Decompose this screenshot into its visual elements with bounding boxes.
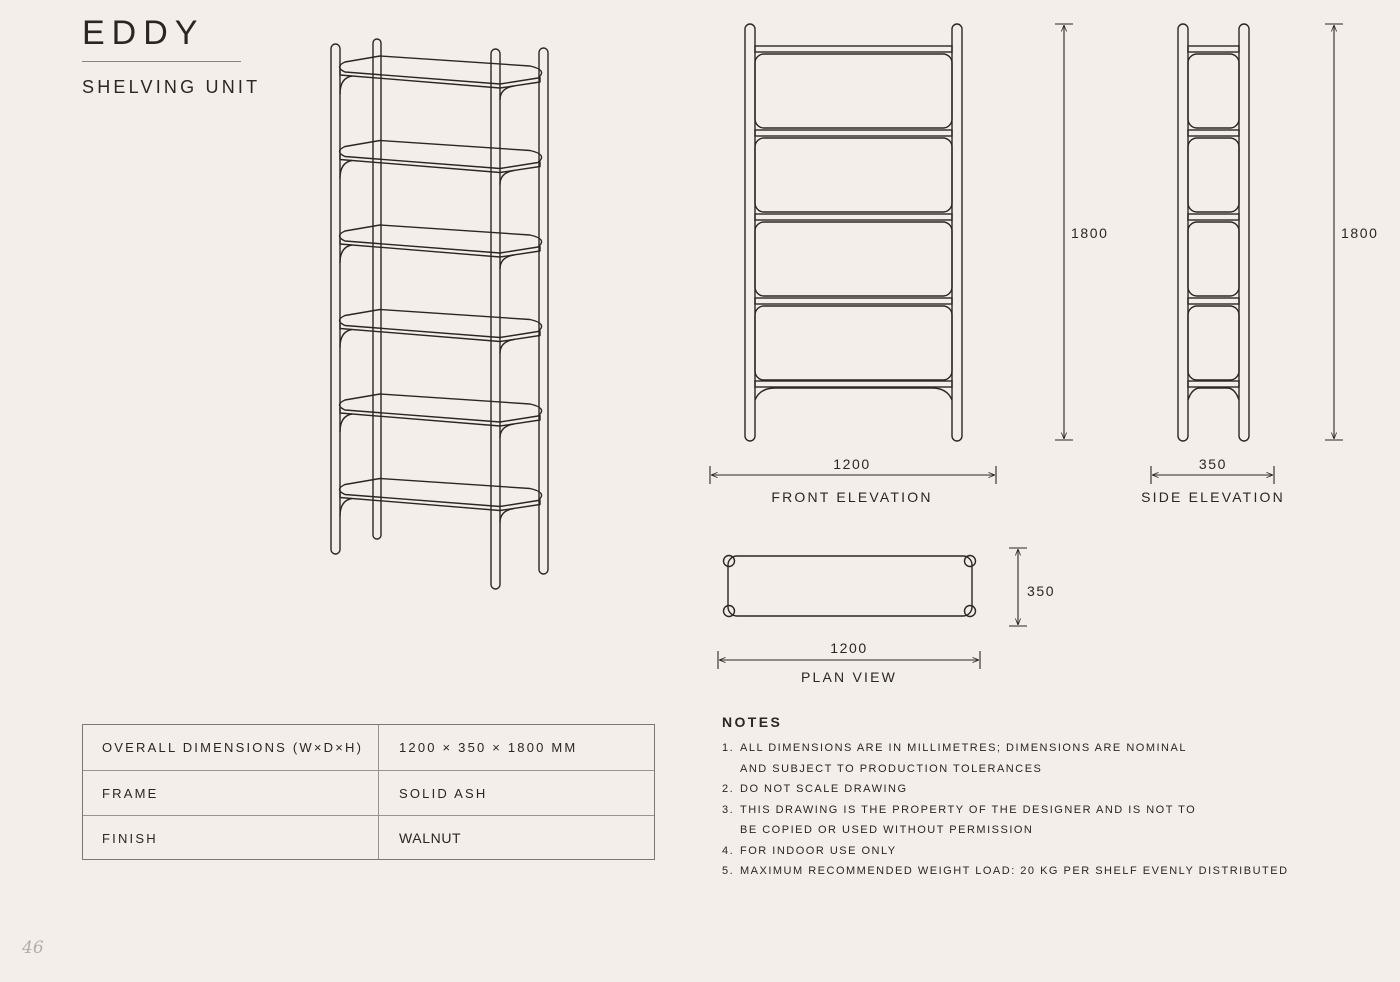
note-text: FOR INDOOR USE ONLY: [740, 844, 897, 857]
plan-post-tr: [965, 556, 976, 567]
spec-row-finish: [83, 815, 654, 860]
iso-shelf-top: [340, 225, 542, 253]
notes-list: [722, 738, 1322, 882]
spec-value: WALNUT: [399, 830, 462, 846]
iso-shelf-top: [340, 310, 542, 338]
page-number: 46: [22, 938, 44, 958]
note-number: 4.: [722, 844, 735, 857]
plan-depth-dimension: [1009, 548, 1027, 626]
note-text: MAXIMUM RECOMMENDED WEIGHT LOAD: 20 KG PER SHELF EVENLY DISTRIBUTED: [740, 865, 1289, 877]
side-shelf: [1188, 298, 1239, 304]
note-number: 2.: [722, 783, 735, 795]
side-shelf-panel: [1188, 222, 1239, 296]
iso-shelf: [340, 225, 542, 269]
plan-shelf-outline: [728, 556, 972, 616]
iso-shelf: [340, 141, 542, 185]
side-shelves: [1188, 46, 1239, 400]
iso-bracket: [340, 414, 352, 432]
spec-row-dimensions: [83, 725, 654, 770]
iso-post-back-right: [539, 48, 548, 574]
iso-shelf: [340, 394, 542, 438]
iso-shelf: [340, 479, 542, 523]
iso-shelf: [340, 56, 542, 100]
plan-view-label: PLAN VIEW: [800, 669, 898, 685]
note-item: [722, 861, 1322, 882]
iso-post-back-left: [373, 39, 381, 539]
front-bottom-bracket: [755, 388, 952, 400]
spec-table: [82, 724, 655, 860]
side-width-value: 350: [1198, 456, 1228, 472]
iso-shelf-top: [340, 479, 542, 507]
side-shelf: [1188, 130, 1239, 136]
iso-shelf-top: [340, 394, 542, 422]
note-item: [722, 738, 1322, 779]
front-shelf: [755, 46, 952, 52]
iso-bracket: [340, 161, 352, 179]
note-number: 5.: [722, 865, 735, 877]
front-height-value: 1800: [1071, 225, 1109, 241]
front-shelf: [755, 214, 952, 220]
side-shelf: [1188, 381, 1239, 387]
front-elevation-label: FRONT ELEVATION: [771, 489, 933, 505]
spec-key: OVERALL DIMENSIONS (W×D×H): [102, 740, 364, 755]
notes-heading: NOTES: [722, 714, 783, 730]
iso-bracket: [340, 330, 352, 348]
isometric-view: [331, 39, 548, 589]
iso-bracket: [340, 245, 352, 263]
side-post-right: [1239, 24, 1249, 441]
side-shelf-panel: [1188, 54, 1239, 128]
iso-bracket: [340, 76, 352, 94]
spec-value: SOLID ASH: [399, 786, 488, 801]
front-shelf: [755, 130, 952, 136]
spec-value: 1200 × 350 × 1800 MM: [399, 740, 578, 755]
note-item: [722, 841, 1322, 862]
note-text: THIS DRAWING IS THE PROPERTY OF THE DESIGNER AND IS NOT TO BE COPIED OR USED WITHOUT PERMISSION: [740, 803, 1197, 836]
iso-post-front-left: [331, 44, 340, 554]
side-post-left: [1178, 24, 1188, 441]
side-elevation-drawing: [1178, 24, 1249, 441]
front-shelf: [755, 381, 952, 387]
spec-key: FRAME: [102, 786, 159, 801]
page-subtitle: SHELVING UNIT: [82, 77, 261, 97]
plan-post-br: [965, 606, 976, 617]
note-item: [722, 800, 1322, 841]
iso-shelf-top: [340, 141, 542, 169]
plan-view-drawing: [724, 556, 976, 617]
iso-shelf-top: [340, 56, 542, 84]
front-shelf-panel: [755, 222, 952, 296]
front-shelf-panel: [755, 138, 952, 212]
side-shelf: [1188, 46, 1239, 52]
side-shelf: [1188, 214, 1239, 220]
front-shelf-panel: [755, 54, 952, 128]
note-item: [722, 779, 1322, 800]
side-shelf-panel: [1188, 138, 1239, 212]
front-shelf-panel: [755, 306, 952, 380]
plan-width-value: 1200: [830, 640, 868, 656]
note-number: 3.: [722, 803, 735, 816]
side-shelf-panel: [1188, 306, 1239, 380]
iso-post-front-right: [491, 49, 500, 589]
front-shelves: [755, 46, 952, 400]
iso-shelf: [340, 310, 542, 354]
side-height-value: 1800: [1341, 225, 1379, 241]
page-title: EDDY: [82, 14, 205, 52]
spec-row-frame: [83, 770, 654, 815]
front-post-left: [745, 24, 755, 441]
front-elevation-drawing: [745, 24, 962, 441]
note-text: DO NOT SCALE DRAWING: [740, 783, 908, 795]
iso-bracket: [340, 499, 352, 517]
side-elevation-label: SIDE ELEVATION: [1141, 489, 1285, 505]
plan-depth-value: 350: [1027, 583, 1056, 599]
front-width-value: 1200: [833, 456, 871, 472]
front-post-right: [952, 24, 962, 441]
side-bottom-bracket: [1188, 388, 1239, 400]
front-shelf: [755, 298, 952, 304]
spec-key: FINISH: [102, 831, 158, 846]
note-number: 1.: [722, 742, 735, 754]
iso-shelves: [340, 56, 542, 523]
note-text: ALL DIMENSIONS ARE IN MILLIMETRES; DIMENSIONS ARE NOMINAL AND SUBJECT TO PRODUCTION TOLERANCES: [740, 742, 1187, 775]
